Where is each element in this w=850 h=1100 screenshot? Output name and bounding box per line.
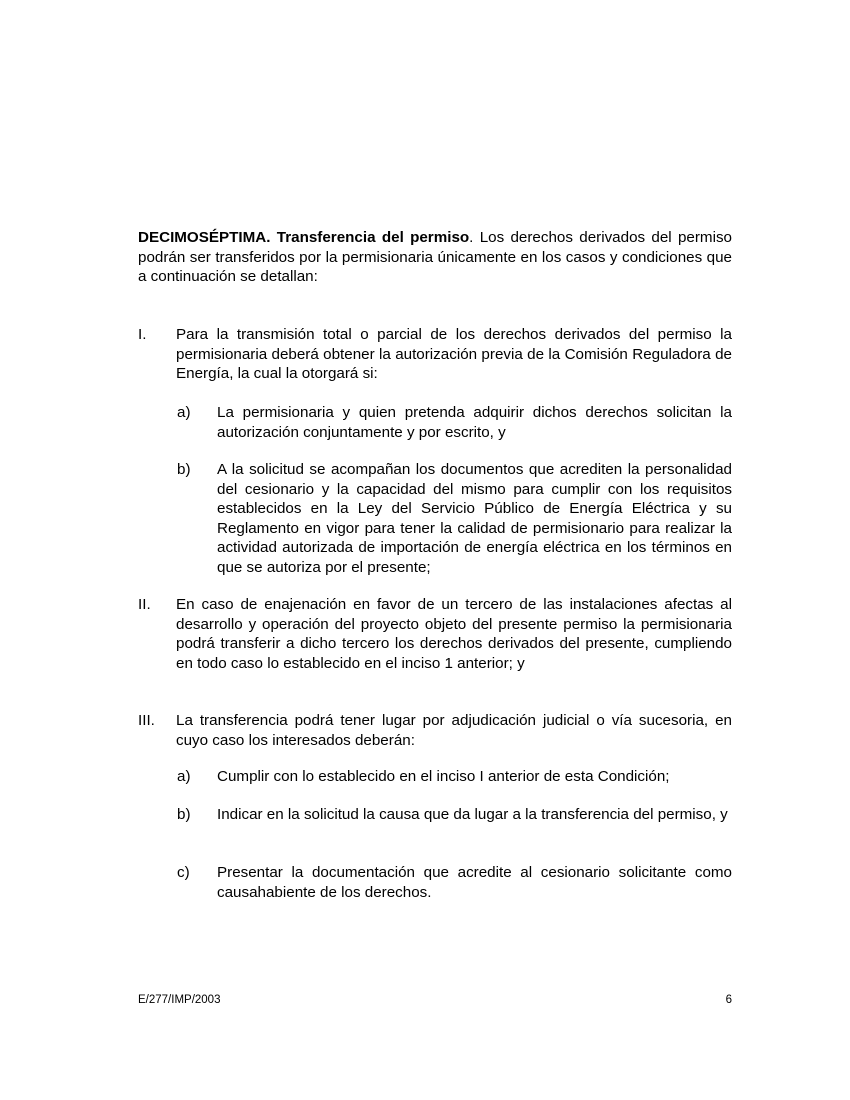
sub-item-III-c bbox=[177, 863, 732, 902]
item-number: I. bbox=[138, 326, 147, 343]
intro-paragraph bbox=[138, 228, 732, 287]
list-item-III bbox=[138, 711, 732, 750]
sub-item-text: A la solicitud se acompañan los documentos que acrediten la personalidad del cesionario y la capacidad del mismo para cumplir con los requisitos establecidos en la Ley del Servicio Público de Energía Eléctrica y su Reglamento en vigor para tener la calidad de permisionario para realizar la actividad autorizada de importación de energía eléctrica en los términos en que se autoriza por el presente; bbox=[217, 461, 732, 576]
item-number: III. bbox=[138, 712, 155, 729]
sub-item-letter: b) bbox=[177, 806, 191, 823]
sub-item-III-b bbox=[177, 805, 732, 825]
sub-item-letter: a) bbox=[177, 768, 191, 785]
sub-item-text: La permisionaria y quien pretenda adquirir dichos derechos solicitan la autorización conjuntamente y por escrito, y bbox=[217, 404, 732, 441]
intro-text: . Los derechos derivados del permiso podrán ser transferidos por la permisionaria únicamente en los casos y condiciones que a continuación se detallan: bbox=[138, 229, 732, 285]
footer-page-number: 6 bbox=[725, 994, 732, 1006]
sub-item-text: Indicar en la solicitud la causa que da lugar a la transferencia del permiso, y bbox=[217, 806, 728, 823]
clause-heading: DECIMOSÉPTIMA. Transferencia del permiso bbox=[138, 229, 470, 246]
list-item-I bbox=[138, 325, 732, 384]
item-text: En caso de enajenación en favor de un tercero de las instalaciones afectas al desarrollo y operación del proyecto objeto del presente permiso la permisionaria podrá transferir a dicho tercero los derechos derivados del presente, cumpliendo en todo caso lo establecido en el inciso 1 anterior; y bbox=[176, 596, 732, 672]
sub-item-letter: c) bbox=[177, 864, 190, 881]
sub-item-letter: b) bbox=[177, 461, 191, 478]
item-text: La transferencia podrá tener lugar por adjudicación judicial o vía sucesoria, en cuyo caso los interesados deberán: bbox=[176, 712, 732, 749]
sub-item-III-a bbox=[177, 767, 732, 787]
item-text: Para la transmisión total o parcial de los derechos derivados del permiso la permisionaria deberá obtener la autorización previa de la Comisión Reguladora de Energía, la cual la otorgará si: bbox=[176, 326, 732, 382]
sub-item-text: Cumplir con lo establecido en el inciso I anterior de esta Condición; bbox=[217, 768, 670, 785]
item-number: II. bbox=[138, 596, 151, 613]
sub-item-I-b bbox=[177, 460, 732, 577]
sub-item-I-a bbox=[177, 403, 732, 442]
list-item-II bbox=[138, 595, 732, 673]
sub-item-text: Presentar la documentación que acredite al cesionario solicitante como causahabiente de los derechos. bbox=[217, 864, 732, 901]
footer-document-id: E/277/IMP/2003 bbox=[138, 994, 221, 1006]
sub-item-letter: a) bbox=[177, 404, 191, 421]
